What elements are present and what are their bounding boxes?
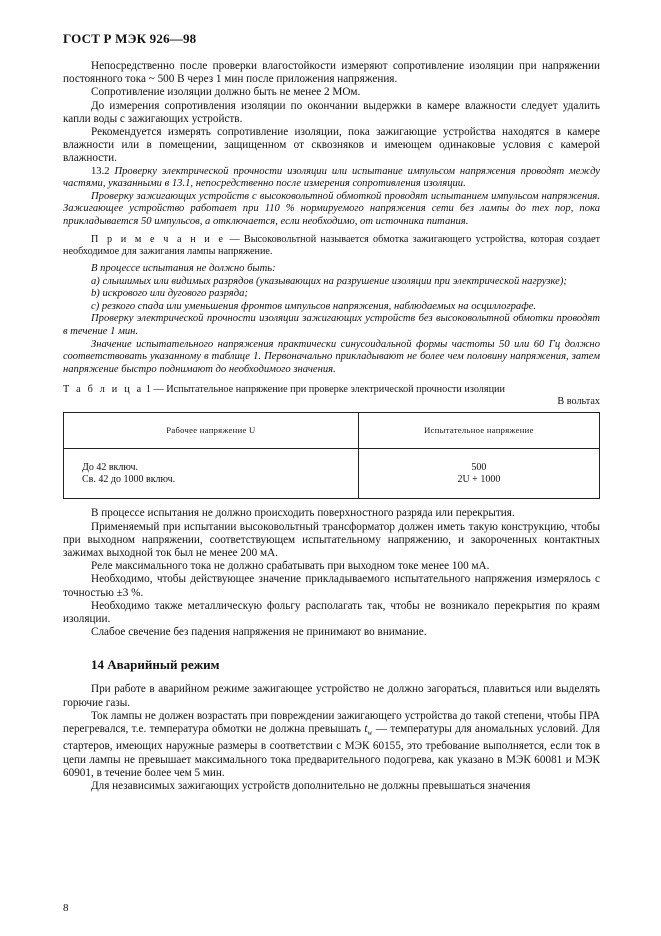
document-header: ГОСТ Р МЭК 926—98 — [63, 31, 197, 46]
paragraph: Необходимо также металлическую фольгу располагать так, чтобы не возникало перекрытия по краям изоляции. — [63, 599, 600, 625]
table-cell-line: Св. 42 до 1000 включ. — [82, 473, 176, 485]
table-caption-text: 1 — Испытательное напряжение при проверке электрической прочности изоляции — [143, 384, 505, 396]
paragraph: Сопротивление изоляции должно быть не менее 2 МОм. — [91, 86, 361, 99]
paragraph: Проверку зажигающих устройств с высоковольтной обмоткой проводят испытанием импульсом напряжения. Зажигающее устройство работает при 110 % нормируемого напряжения сети без лампы до тех пор, пока прикладывается 50 импульсов, а отключается, если необходимо, от источника питания. — [63, 190, 600, 227]
paragraph: Необходимо, чтобы действующее значение прикладываемого испытательного напряжения измерялось с точностью ±3 %. — [63, 573, 600, 599]
note — [63, 234, 600, 258]
temperature-subscript: w — [367, 729, 373, 738]
section-text: Проверку электрической прочности изоляции или испытание импульсом напряжения проводят между частями, указанными в 13.1, непосредственно после измерения сопротивления изоляции. — [63, 165, 600, 190]
paragraph: Непосредственно после проверки влагостойкости измеряют сопротивление изоляции при напряжении постоянного тока ~ 500 В через 1 мин после приложения напряжения. — [63, 60, 600, 86]
paragraph: Реле максимального тока не должно срабатывать при выходном токе менее 100 мА. — [91, 560, 490, 573]
section-13-2 — [63, 166, 600, 191]
note-text: — Высоковольтной называется обмотка зажигающего устройства, которая создает необходимое для зажигания лампы напряжение. — [63, 233, 600, 257]
condition-b: b) искрового или дугового разряда; — [91, 288, 248, 300]
table-units: В вольтах — [557, 396, 600, 408]
paragraph: При работе в аварийном режиме зажигающее устройство не должно загораться, плавиться или выделять горючие газы. — [63, 683, 600, 709]
table-header-cell: Рабочее напряжение U — [64, 413, 359, 449]
section-number: 13.2 — [91, 165, 110, 177]
paragraph: В процессе испытания не должно происходить поверхностного разряда или перекрытия. — [91, 507, 515, 520]
paragraph: Слабое свечение без падения напряжения не принимают во внимание. — [91, 626, 427, 639]
paragraph-part: Ток лампы не должен возрастать при повреждении зажигающего устройства до такой степени, чтобы ПРА перегревался, т.е. температура обмотки не должна превышать — [63, 709, 600, 735]
table-header-cell: Испытательное напряжение — [358, 413, 599, 449]
table-cell — [358, 449, 599, 499]
condition-a: а) слышимых или видимых разрядов (указывающих на разрушение изоляции при электрической нагрузке); — [91, 275, 567, 287]
note-label: П р и м е ч а н и е — [91, 233, 226, 245]
table-caption-label: Т а б л и ц а — [63, 384, 144, 396]
conditions-intro: В процессе испытания не должно быть: — [91, 263, 276, 274]
paragraph — [63, 710, 600, 780]
paragraph-part: — температуры для аномальных условий. Для стартеров, имеющих наружные размеры в соответствии с МЭК 60155, это требование выполняется, если ток в цепи лампы не превышает максимального тока предварительного подогрева, как указано в МЭК 60081 и МЭК 60901, в течение более чем 5 мин. — [63, 722, 600, 779]
voltage-table — [63, 412, 600, 499]
temperature-symbol: t — [364, 722, 368, 735]
paragraph: Рекомендуется измерять сопротивление изоляции, пока зажигающие устройства находятся в камере влажности или в помещении, защищенном от сквозняков и имеющем одинаковые условия с камерой влажности. — [63, 126, 600, 165]
paragraph: До измерения сопротивления изоляции по окончании выдержки в камере влажности следует удалить капли воды с зажигающих устройств. — [63, 99, 600, 125]
page-number: 8 — [63, 902, 69, 914]
paragraph: Значение испытательного напряжения практически синусоидальной формы частоты 50 или 60 Гц должно соответствовать указанному в таблице 1. Первоначально прикладывают не более чем половину напряжения, затем напряжение быстро поднимают до необходимого значения. — [63, 338, 600, 375]
paragraph: Проверку электрической прочности изоляции зажигающих устройств без высоковольтной обмотки проводят в течение 1 мин. — [63, 313, 600, 337]
paragraph: Применяемый при испытании высоковольтный трансформатор должен иметь такую конструкцию, чтобы при выходном напряжении, соответствующем испытательному напряжению, и закороченных контактных зажимах выходной ток был не менее 200 мА. — [63, 520, 600, 559]
table-cell — [64, 449, 359, 499]
table-cell-line: 2U + 1000 — [457, 473, 501, 485]
paragraph: Для независимых зажигающих устройств дополнительно не должны превышаться значения — [91, 780, 531, 793]
table-cell-line: 500 — [471, 462, 487, 474]
document-body — [63, 60, 600, 793]
condition-c: с) резкого спада или уменьшения фронтов импульсов напряжения, наблюдаемых на осциллографе. — [91, 300, 537, 312]
table-caption — [63, 384, 600, 396]
section-heading: 14 Аварийный режим — [91, 657, 220, 673]
table-cell-line: До 42 включ. — [82, 462, 139, 474]
